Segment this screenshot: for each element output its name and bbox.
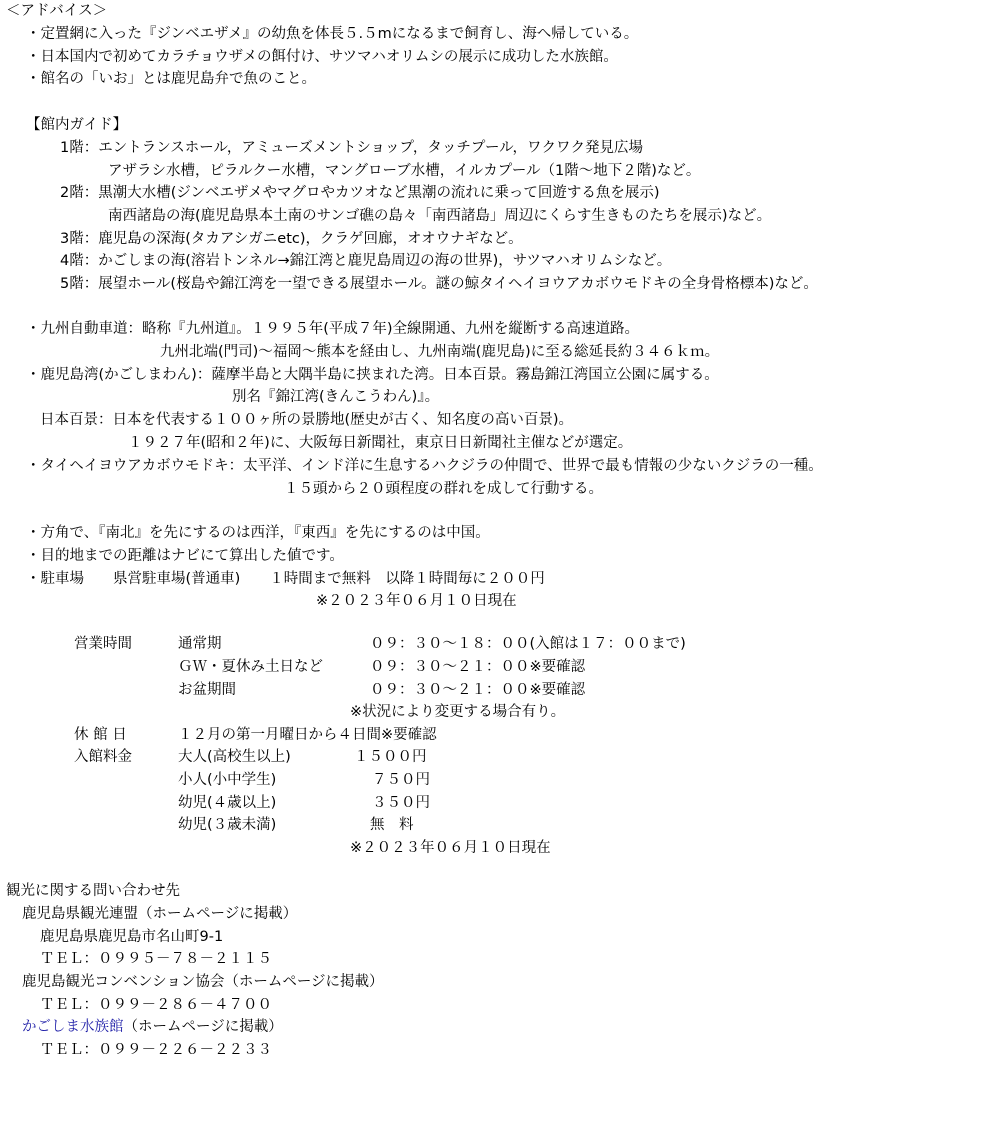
guide-floor-5: 5階：展望ホール(桜島や錦江湾を一望できる展望ホール。謎の鯨タイヘイヨウアカボウモドキの全身骨格標本)など。 [60,276,818,292]
advice-item: ・日本国内で初めてカラチョウザメの餌付け、サツマハオリムシの展示に成功した水族館。 [26,49,618,65]
guide-floor-1: 1階：エントランスホール，アミューズメントショップ，タッチプール，ワクワク発見広場 [60,140,643,156]
note-whale-cont: １５頭から２０頭程度の群れを成して行動する。 [284,481,603,497]
guide-floor-4: 4階：かごしまの海(溶岩トンネル→錦江湾と鹿児島周辺の海の世界)，サツマハオリムシなど。 [60,253,672,269]
misc-parking: ・駐車場 県営駐車場(普通車) １時間まで無料 以降１時間毎に２００円 [26,571,545,587]
misc-direction-note: ・方角で、『南北』を先にするのは西洋，『東西』を先にするのは中国。 [26,525,490,541]
misc-distance-note: ・目的地までの距離はナビにて算出した値です。 [26,548,344,564]
guide-heading: 【館内ガイド】 [26,117,128,133]
note-whale: ・タイヘイヨウアカボウモドキ：太平洋、インド洋に生息するハクジラの仲間で、世界で最も情報の少ないクジラの一種。 [26,458,823,474]
hours-label: 営業時間 [74,636,132,652]
hours-period: お盆期間 [178,682,236,698]
note-kagoshima-bay-cont: 別名『錦江湾(きんこうわん)』。 [232,389,440,405]
contact-org-row [22,1016,283,1038]
advice-item: ・館名の「いお」とは鹿児島弁で魚のこと。 [26,71,316,87]
hours-period: ＧＷ・夏休み土日など [178,659,323,675]
admission-note: ※２０２３年０６月１０日現在 [350,840,551,856]
contacts-heading: 観光に関する問い合わせ先 [6,883,180,899]
guide-floor-2: 2階：黒潮大水槽(ジンベエザメやマグロやカツオなど黒潮の流れに乗って回遊する魚を展示) [60,185,660,201]
admission-price: ７５０円 [372,772,430,788]
note-japan-100-views: 日本百景：日本を代表する１００ヶ所の景勝地(歴史が古く、知名度の高い百景)。 [40,412,574,428]
contact-org-suffix: （ホームページに掲載） [123,1019,283,1035]
misc-date-note: ※２０２３年０６月１０日現在 [316,593,517,609]
advice-heading: ＜アドバイス＞ [6,3,108,19]
guide-floor-2-cont: 南西諸島の海(鹿児島県本土南のサンゴ礁の島々「南西諸島」周辺にくらす生きものたちを展示)など。 [108,208,772,224]
admission-type: 幼児(４歳以上) [178,795,277,811]
contact-org-name: 鹿児島県観光連盟（ホームページに掲載） [22,906,298,922]
contact-tel: ＴＥＬ：０９９－２８６－４７００ [40,997,272,1013]
admission-label: 入館料金 [74,749,132,765]
hours-time: ０９：３０～２１：００※要確認 [370,659,586,675]
closed-label: 休 館 日 [74,727,127,743]
note-kyushu-expressway: ・九州自動車道：略称『九州道』。１９９５年(平成７年)全線開通、九州を縦断する高速道路。 [26,321,640,337]
admission-type: 幼児(３歳未満) [178,817,277,833]
contact-address: 鹿児島県鹿児島市名山町9-1 [40,929,224,945]
note-kagoshima-bay: ・鹿児島湾(かごしまわん)：薩摩半島と大隅半島に挟まれた湾。日本百景。霧島錦江湾国立公園に属する。 [26,367,719,383]
aquarium-link[interactable]: かごしま水族館 [22,1019,124,1035]
admission-type: 小人(小中学生) [178,772,277,788]
note-kyushu-expressway-cont: 九州北端(門司)～福岡～熊本を経由し、九州南端(鹿児島)に至る総延長約３４６ｋｍ。 [160,344,720,360]
guide-floor-3: 3階：鹿児島の深海(タカアシガニetc)，クラゲ回廊，オオウナギなど。 [60,231,523,247]
contact-tel: ＴＥＬ：０９９－２２６－２２３３ [40,1042,272,1058]
admission-price: 無 料 [370,817,414,833]
contact-tel: ＴＥＬ：０９９５－７８－２１１５ [40,951,272,967]
note-japan-100-views-cont: １９２７年(昭和２年)に、大阪毎日新聞社，東京日日新聞社主催などが選定。 [128,435,633,451]
hours-time: ０９：３０～２１：００※要確認 [370,682,586,698]
admission-price: ３５０円 [372,795,430,811]
contact-org-name: 鹿児島観光コンベンション協会（ホームページに掲載） [22,974,384,990]
guide-floor-1-cont: アザラシ水槽，ピラルクー水槽，マングローブ水槽，イルカプール（1階～地下２階)など。 [108,163,701,179]
advice-item: ・定置網に入った『ジンベエザメ』の幼魚を体長５.５mになるまで飼育し、海へ帰している。 [26,26,639,42]
closed-value: １２月の第一月曜日から４日間※要確認 [178,727,437,743]
admission-type: 大人(高校生以上) [178,749,291,765]
hours-period: 通常期 [178,636,222,652]
admission-price: １５００円 [354,749,427,765]
hours-note: ※状況により変更する場合有り。 [350,704,566,720]
hours-time: ０９：３０～１８：００(入館は１７：００まで) [370,636,686,652]
